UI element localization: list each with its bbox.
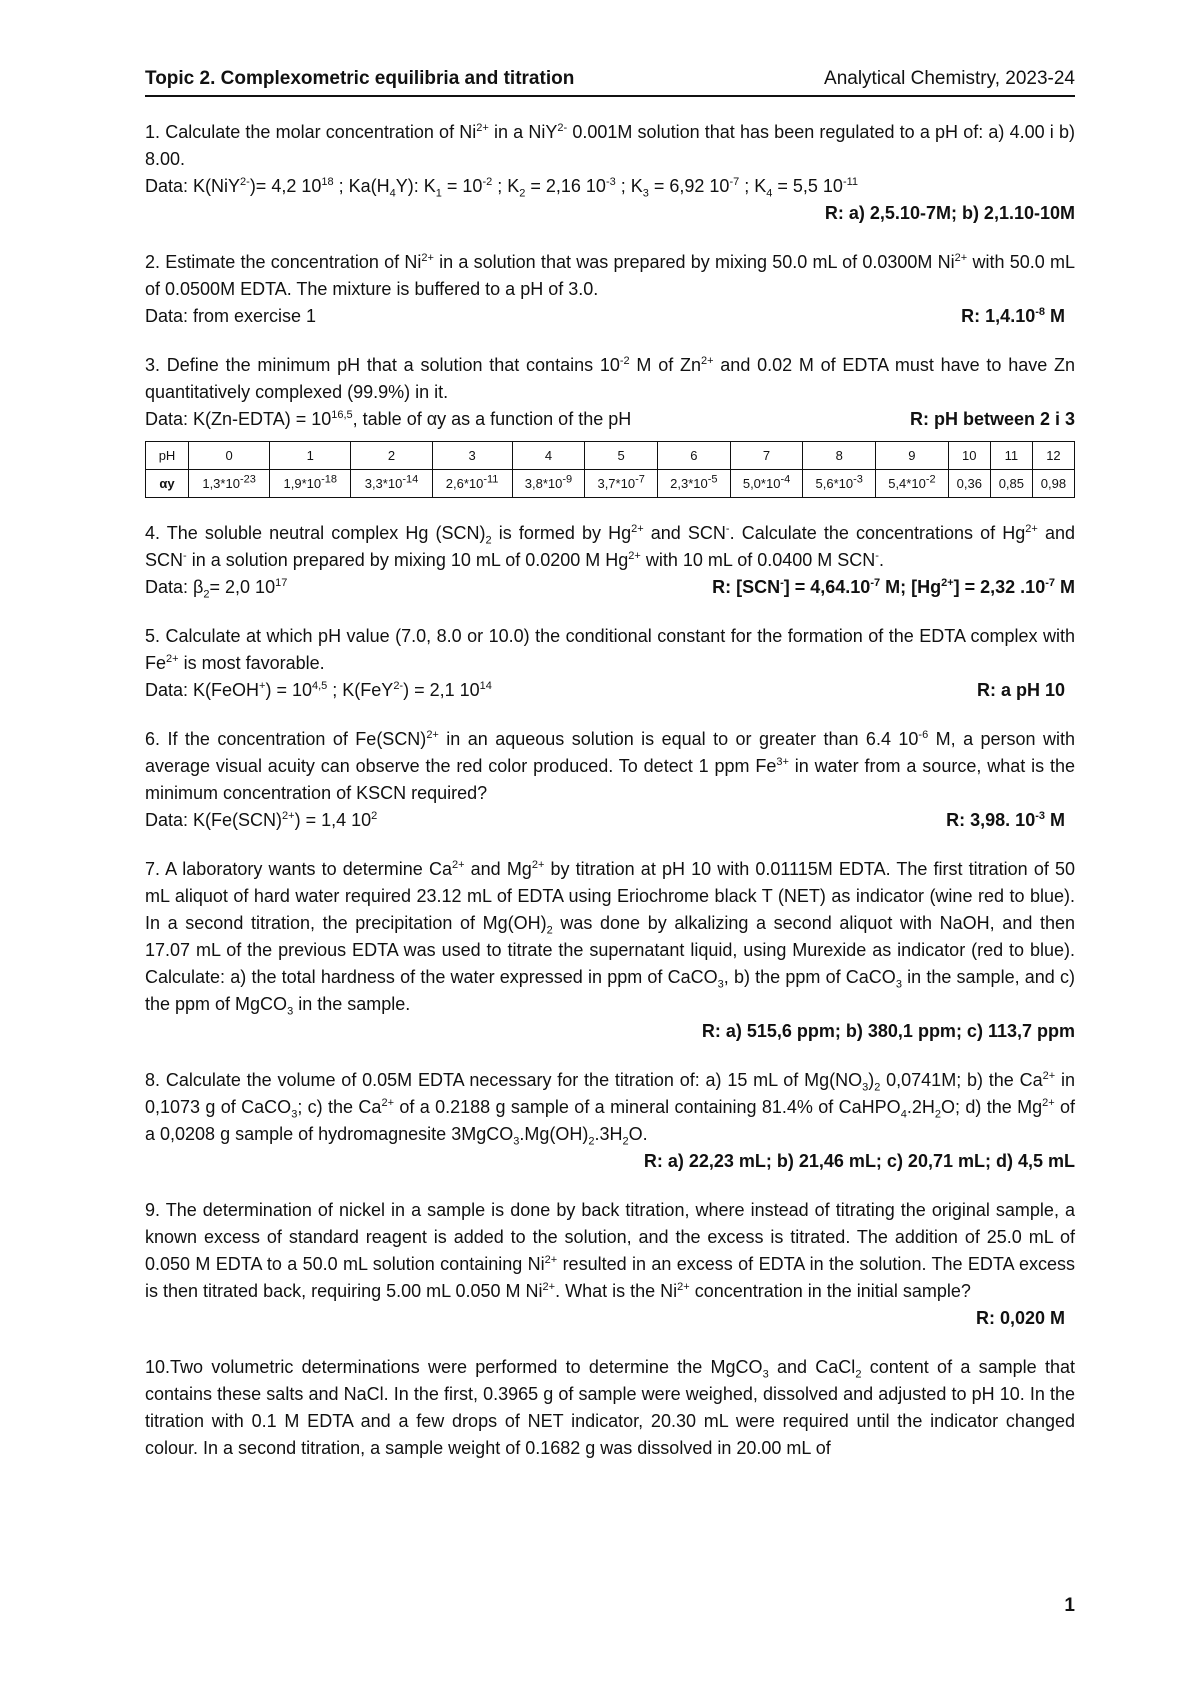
exercise-4-data-row xyxy=(145,574,1075,601)
exercise-4 xyxy=(145,520,1075,601)
alpha-cell: $2,6*10^{-11}$ xyxy=(432,470,512,498)
page-number: 1 xyxy=(1064,1595,1075,1616)
document-page xyxy=(145,68,1075,1462)
alpha-cell: $1,9*10^{-18}$ xyxy=(270,470,351,498)
ph-cell: 10 xyxy=(948,442,990,470)
exercise-5-data: Data: K(FeOH+) = $10^{4,5}$ ; K(FeY$^{2-}$) = 2,1 $10^{14}$ xyxy=(145,680,492,700)
exercise-1-answer: R: a) 2,5.10-7M; b) 2,1.10-10M xyxy=(824,203,1075,223)
exercise-7-answer: R: a) 515,6 ppm; b) 380,1 ppm; c) 113,7 ppm xyxy=(701,1021,1075,1041)
exercise-5-text: 5. Calculate at which pH value (7.0, 8.0 or 10.0) the conditional constant for the formation of the EDTA complex with $Fe^{2+}$ is most favorable. xyxy=(145,626,1075,673)
exercise-3-data-row xyxy=(145,406,1075,433)
exercise-3-answer: R: pH between 2 i 3 xyxy=(909,409,1075,429)
alpha-cell: $5,6*10^{-3}$ xyxy=(803,470,876,498)
topic-title: Topic 2. Complexometric equilibria and titration xyxy=(145,68,575,89)
alpha-cell: $3,3*10^{-14}$ xyxy=(351,470,432,498)
exercise-6 xyxy=(145,726,1075,834)
ph-cell: 1 xyxy=(270,442,351,470)
exercise-9-text: 9. The determination of nickel in a sample is done by back titration, where instead of titrating the original sample, a known excess of standard reagent is added to the solution, and the excess is titrated. The addition of 25.0 mL of 0.050 M EDTA to a 50.0 mL solution containing $Ni^{2+}$ resulted in an excess of EDTA in the solution. The EDTA excess is then titrated back, requiring 5.00 mL 0.050 M $Ni^{2+}$. What is the $Ni^{2+}$ concentration in the initial sample? xyxy=(145,1200,1075,1301)
exercise-4-answer: R: $[SCN^-] = 4,64.10^{-7}$ M; $[Hg^{2+}] = 2,32$ $.10^{-7}$ M xyxy=(712,577,1075,597)
exercise-8-text: 8. Calculate the volume of 0.05M EDTA necessary for the titration of: a) 15 mL of $Mg(NO_3)_2$ 0,0741M; b) the $Ca^{2+}$ in 0,1073 g of CaCO$_3$; c) the $Ca^{2+}$ of a 0.2188 g sample of a mineral containing 81.4% of $CaHPO_4.2H_2O$; d) the $Mg^{2+}$ of a 0,0208 g sample of hydromagnesite $3MgCO_3.Mg(OH)_2.3H_2O$. xyxy=(145,1070,1076,1148)
exercise-2-data: Data: from exercise 1 xyxy=(145,306,317,326)
ph-cell: 6 xyxy=(658,442,731,470)
ph-cell: 11 xyxy=(990,442,1032,470)
exercise-8 xyxy=(145,1067,1075,1175)
alpha-cell: $3,7*10^{-7}$ xyxy=(585,470,658,498)
alpha-cell: $3,8*10^{-9}$ xyxy=(512,470,585,498)
ph-cell: 0 xyxy=(189,442,270,470)
exercise-6-answer: R: 3,98. $10^{-3}$ M xyxy=(946,810,1065,830)
alpha-cell: $1,3*10^{-23}$ xyxy=(189,470,270,498)
ph-cell: 8 xyxy=(803,442,876,470)
exercise-9-answer: R: 0,020 M xyxy=(975,1308,1065,1328)
exercise-2 xyxy=(145,249,1075,330)
exercise-1-data: Data: K(NiY$^{2-}$)= 4,2 $10^{18}$ ; $Ka(H_4Y)$: $K_1 = 10^{-2}$ ; $K_2 = 2,16$ $10^{-3}$ ; $K_3 = 6,92$ $10^{-7}$ ; $K_4 = 5,5$ $10^{-11}$ xyxy=(145,176,859,200)
exercise-10 xyxy=(145,1354,1075,1462)
ph-row xyxy=(146,442,1075,470)
page-header xyxy=(145,68,1075,97)
exercise-4-data: Data: $\beta_2= 2,0$ $10^{17}$ xyxy=(145,577,288,601)
ph-cell: 3 xyxy=(432,442,512,470)
alpha-cell: 0,85 xyxy=(990,470,1032,498)
exercise-10-text: 10.Two volumetric determinations were performed to determine the MgCO$_3$ and CaCl$_2$ content of a sample that contains these salts and NaCl. In the first, 0.3965 g of sample were weighed, dissolved and adjusted to pH 10. In the titration with 0.1 M EDTA and a few drops of NET indicator, 20.30 mL were required until the indicator changed colour. In a second titration, a sample weight of 0.1682 g was dissolved in 20.00 mL of xyxy=(145,1357,1075,1458)
ph-cell: 9 xyxy=(876,442,949,470)
alpha-row xyxy=(146,470,1075,498)
alpha-y-table xyxy=(145,441,1075,498)
exercise-1 xyxy=(145,119,1075,227)
exercise-2-data-row xyxy=(145,303,1075,330)
exercise-2-answer: R: $1,4.10^{-8}$ M xyxy=(961,306,1065,326)
ph-cell: 12 xyxy=(1032,442,1074,470)
exercise-6-text: 6. If the concentration of Fe(SCN)$^{2+}$ in an aqueous solution is equal to or greater than 6.4 $10^{-6}$ M, a person with average visual acuity can observe the red color produced. To detect 1 ppm $Fe^{3+}$ in water from a source, what is the minimum concentration of KSCN required? xyxy=(145,729,1076,803)
alpha-cell: $2,3*10^{-5}$ xyxy=(658,470,731,498)
alpha-cell: $5,0*10^{-4}$ xyxy=(730,470,803,498)
exercise-3 xyxy=(145,352,1075,498)
alpha-header-cell: αy xyxy=(146,470,189,498)
exercise-4-text: 4. The soluble neutral complex Hg $(SCN)_2$ is formed by $Hg^{2+}$ and SCN-. Calculate the concentrations of $Hg^{2+}$ and SCN- in a solution prepared by mixing 10 mL of 0.0200 M $Hg^{2+}$ with 10 mL of 0.0400 M SCN-. xyxy=(145,523,1075,570)
ph-header-cell: pH xyxy=(146,442,189,470)
ph-cell: 7 xyxy=(730,442,803,470)
course-title: Analytical Chemistry, 2023-24 xyxy=(824,68,1075,89)
exercise-5-data-row xyxy=(145,677,1075,704)
alpha-cell: 0,36 xyxy=(948,470,990,498)
exercise-7-text: 7. A laboratory wants to determine $Ca^{2+}$ and $Mg^{2+}$ by titration at pH 10 with 0.01115M EDTA. The first titration of 50 mL aliquot of hard water required 23.12 mL of EDTA using Eriochrome black T (NET) as indicator (wine red to blue). In a second titration, the precipitation of $Mg(OH)_2$ was done by alkalizing a second aliquot with NaOH, and then 17.07 mL of the previous EDTA was used to titrate the supernatant liquid, using Murexide as indicator (red to blue). Calculate: a) the total hardness of the water expressed in ppm of CaCO$_3$, b) the ppm of CaCO$_3$ in the sample, and c) the ppm of MgCO$_3$ in the sample. xyxy=(145,859,1076,1018)
exercise-6-data: Data: K(Fe(SCN)$^{2+}$) = 1,4 $10^2$ xyxy=(145,810,378,830)
exercise-6-data-row xyxy=(145,807,1075,834)
alpha-cell: 0,98 xyxy=(1032,470,1074,498)
ph-cell: 5 xyxy=(585,442,658,470)
exercise-8-answer: R: a) 22,23 mL; b) 21,46 mL; c) 20,71 mL; d) 4,5 mL xyxy=(643,1151,1075,1171)
exercise-7 xyxy=(145,856,1075,1045)
exercise-3-data: Data: K(Zn-EDTA) = $10^{16,5}$, table of αy as a function of the pH xyxy=(145,409,632,429)
ph-cell: 4 xyxy=(512,442,585,470)
exercise-5 xyxy=(145,623,1075,704)
exercise-3-text: 3. Define the minimum pH that a solution that contains $10^{-2}$ M of $Zn^{2+}$ and 0.02 M of EDTA must have to have Zn quantitatively complexed (99.9%) in it. xyxy=(145,355,1075,402)
exercise-9 xyxy=(145,1197,1075,1332)
exercise-5-answer: R: a pH 10 xyxy=(976,680,1065,700)
ph-cell: 2 xyxy=(351,442,432,470)
alpha-cell: $5,4*10^{-2}$ xyxy=(876,470,949,498)
exercise-1-text: 1. Calculate the molar concentration of $Ni^{2+}$ in a NiY$^{2-}$ 0.001M solution that has been regulated to a pH of: a) 4.00 i b) 8.00. xyxy=(145,122,1075,169)
exercise-2-text: 2. Estimate the concentration of $Ni^{2+}$ in a solution that was prepared by mixing 50.0 mL of 0.0300M $Ni^{2+}$ with 50.0 mL of 0.0500M EDTA. The mixture is buffered to a pH of 3.0. xyxy=(145,252,1075,299)
